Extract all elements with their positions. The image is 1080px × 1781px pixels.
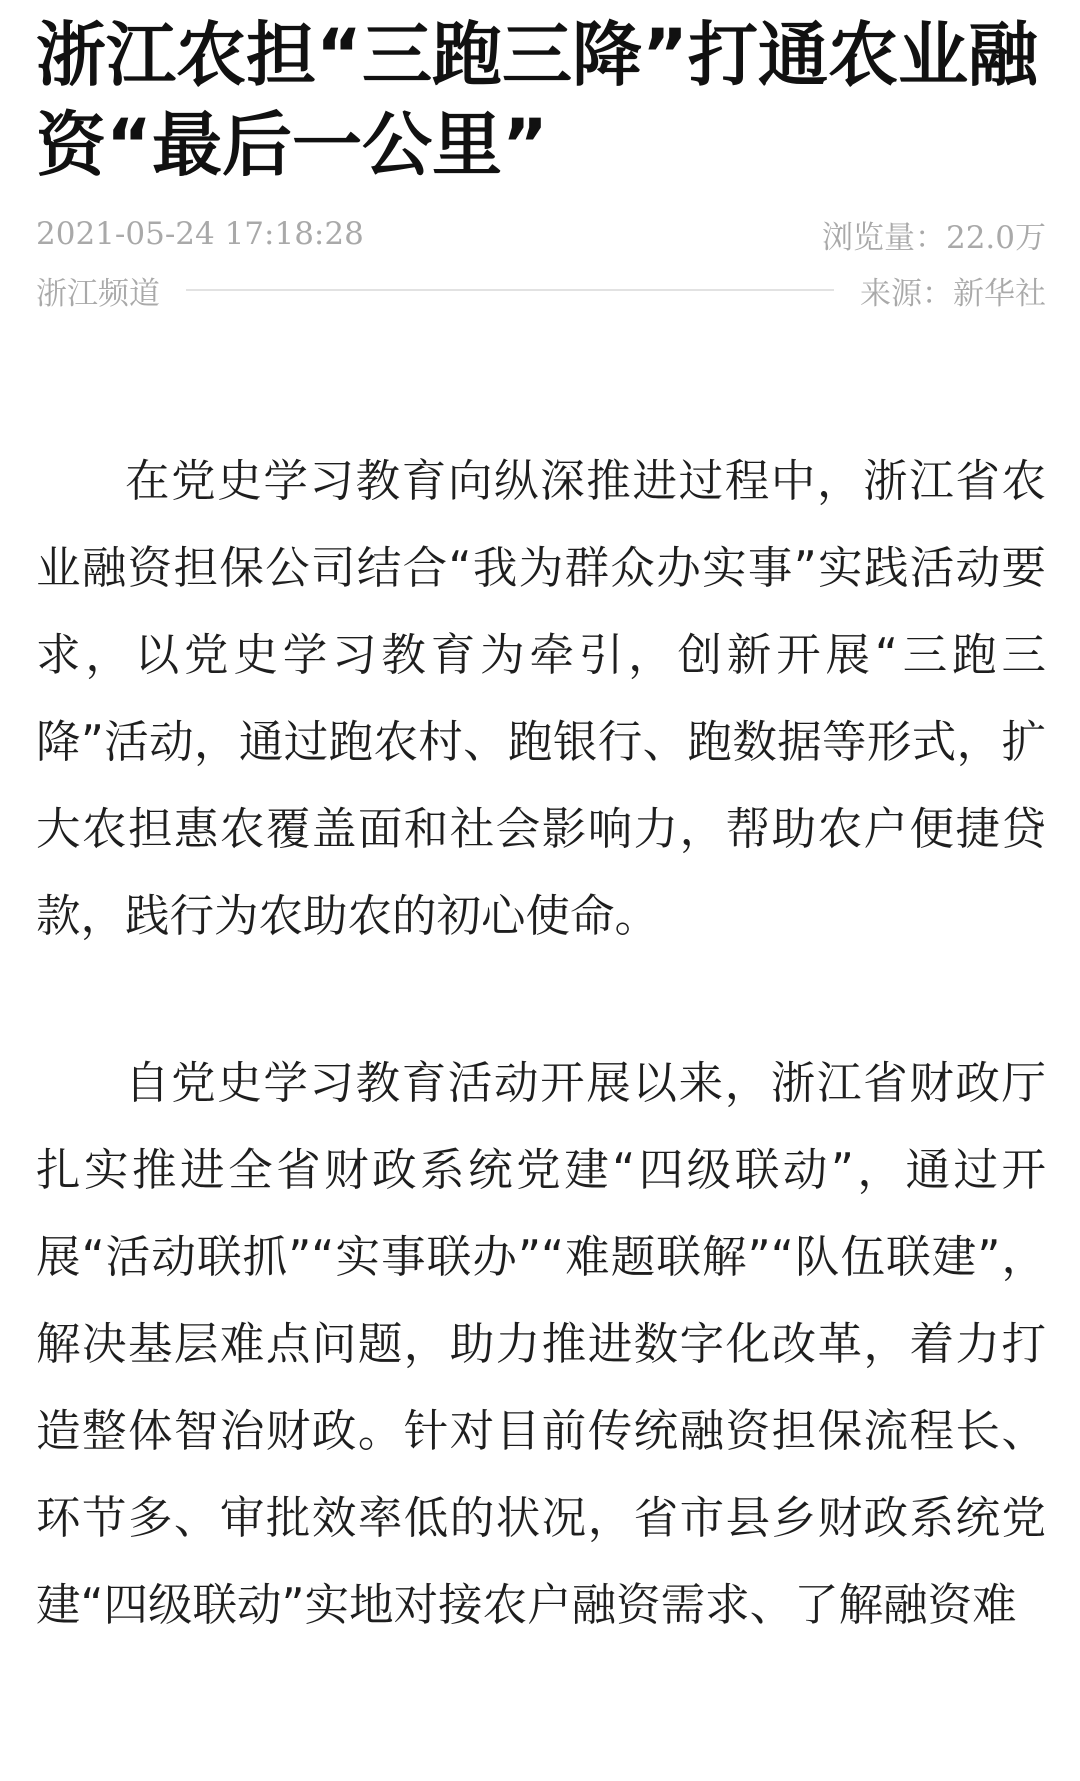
- publish-datetime: 2021-05-24 17:18:28: [36, 216, 364, 252]
- article-body: [36, 438, 1046, 1649]
- view-count-value: 22.0万: [945, 219, 1046, 256]
- source-label: 来源：: [860, 275, 953, 312]
- source: [860, 268, 1046, 313]
- article-source-row: [36, 268, 1046, 312]
- source-value: 新华社: [953, 275, 1046, 312]
- article-paragraph: 自党史学习教育活动开展以来，浙江省财政厅扎实推进全省财政系统党建“四级联动”，通过开展“活动联抓”“实事联办”“难题联解”“队伍联建”，解决基层难点问题，助力推进数字化改革，着力打造整体智治财政。针对目前传统融资担保流程长、环节多、审批效率低的状况，省市县乡财政系统党建“四级联动”实地对接农户融资需求、了解融资难: [36, 1058, 1046, 1631]
- meta-divider: [186, 289, 834, 291]
- view-count-label: 浏览量：: [821, 219, 946, 256]
- channel-link[interactable]: 浙江频道: [36, 275, 160, 312]
- view-count: [822, 212, 1046, 257]
- article-meta-row: [36, 212, 1046, 256]
- article-paragraph: 在党史学习教育向纵深推进过程中，浙江省农业融资担保公司结合“我为群众办实事”实践活动要求，以党史学习教育为牵引，创新开展“三跑三降”活动，通过跑农村、跑银行、跑数据等形式，扩大农担惠农覆盖面和社会影响力，帮助农户便捷贷款，践行为农助农的初心使命。: [36, 456, 1046, 942]
- article-title: 浙江农担“三跑三降”打通农业融资“最后一公里”: [36, 14, 1039, 186]
